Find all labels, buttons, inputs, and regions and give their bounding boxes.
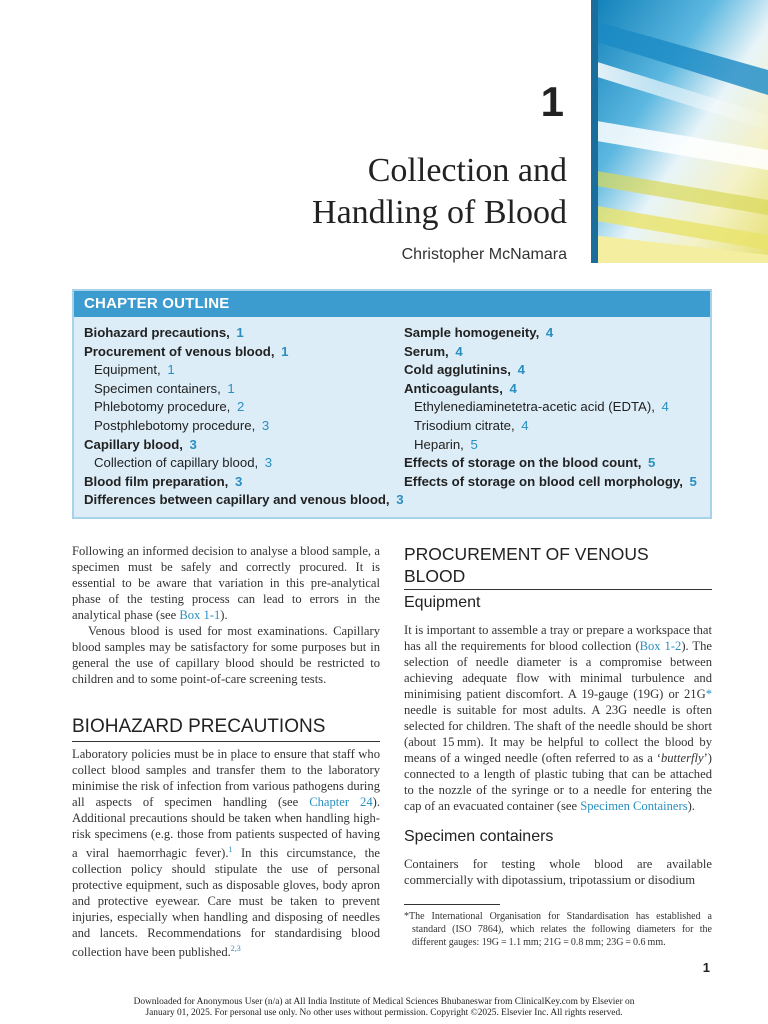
chapter-outline-box — [72, 289, 712, 519]
outline-item-page-link[interactable]: 3 — [396, 492, 404, 508]
outline-item-label: Heparin, — [414, 436, 464, 452]
outline-right-column — [404, 324, 704, 491]
text-run: Laboratory policies must be in place to ensure that staff who collect blood samples and transfer them to the laboratory minimise the risk of infection from various pathogens during all aspects of specimen handling (see — [72, 747, 380, 809]
outline-item-page-link[interactable]: 4 — [509, 380, 517, 396]
specimen-containers-text — [404, 856, 712, 888]
equipment-text — [404, 622, 712, 814]
outline-item[interactable] — [84, 398, 394, 417]
text-run: ’) connected to a length of plastic tubing that can be attached to the nozzle of the syringe or to a needle for entering the cap of an evacuated container (see — [404, 751, 712, 813]
outline-item[interactable] — [404, 454, 704, 473]
reference-2-3-link[interactable]: 2,3 — [230, 944, 241, 954]
outline-item-page-link[interactable]: 3 — [189, 436, 197, 452]
outline-item[interactable] — [84, 361, 394, 380]
outline-item-page-link[interactable]: 1 — [236, 325, 244, 340]
outline-item-page-link[interactable]: 4 — [545, 325, 554, 340]
outline-item-page-link[interactable]: 5 — [470, 436, 478, 452]
chapter-title-line-2: Handling of Blood — [312, 194, 567, 231]
outline-item-label: Biohazard precautions, — [84, 325, 230, 340]
outline-item-page-link[interactable]: 2 — [236, 399, 245, 415]
outline-item-label: Equipment, — [94, 362, 161, 378]
outline-item-page-link[interactable]: 4 — [661, 399, 669, 415]
outline-item[interactable] — [404, 436, 704, 455]
intro-text — [72, 543, 380, 687]
outline-item-label: Ethylenediaminetetra-acetic acid (EDTA), — [414, 399, 655, 415]
footnote: *The International Organisation for Standardisation has established a standard (ISO 7864), which relates the following diameters for the different gauges: 19G = 1.1 mm; 21G = 0.8 mm; 23G = 0.6 mm. — [404, 911, 712, 948]
download-notice-line-2: January 01, 2025. For personal use only. No other uses without permission. Copyright ©2025. Elsevier Inc. All rights reserved. — [145, 1007, 623, 1018]
text-run-italic: butterfly — [660, 751, 704, 765]
text-run: needle is suitable for most adults. A 23G needle is often selected for children. The shaft of the needle should be short (about 15 mm). It may be helpful to collect the blood by means of a winged needle (often referred to as a ‘ — [404, 703, 712, 765]
text-run: ). The selection of needle diameter is a compromise between achieving adequate flow with minimal turbulence and minimising patient discomfort. A 19-gauge (19G) or 21G — [404, 639, 712, 701]
outline-item-label: Trisodium citrate, — [414, 417, 515, 433]
abstract-blue-yellow-graphic — [591, 0, 768, 263]
outline-item-page-link[interactable]: 1 — [167, 362, 175, 378]
outline-item-label: Phlebotomy procedure, — [94, 399, 231, 415]
outline-item-page-link[interactable]: 5 — [647, 455, 656, 471]
outline-item-label: Collection of capillary blood, — [94, 455, 259, 471]
outline-item[interactable] — [404, 343, 704, 362]
outline-item[interactable] — [84, 436, 394, 455]
outline-item-label: Serum, — [404, 343, 449, 359]
outline-item-page-link[interactable]: 3 — [234, 473, 243, 489]
outline-item-label: Specimen containers, — [94, 380, 221, 396]
outline-left-column — [84, 324, 404, 510]
outline-item-page-link[interactable]: 4 — [517, 362, 525, 378]
specimen-containers-link[interactable]: Specimen Containers — [580, 799, 688, 813]
outline-item-label: Anticoagulants, — [404, 380, 503, 396]
text-run: ). — [687, 799, 695, 813]
outline-item-page-link[interactable]: 3 — [261, 417, 270, 433]
outline-item[interactable] — [84, 324, 394, 343]
specimen-paragraph: Containers for testing whole blood are available commercially with dipotassium, tripotassium or disodium — [404, 857, 712, 887]
chapter-title-line-1: Collection and — [367, 152, 567, 189]
reference-1-link[interactable]: 1 — [228, 845, 233, 854]
download-notice — [0, 997, 768, 1018]
outline-item-page-link[interactable]: 1 — [227, 380, 235, 396]
section-heading-procurement: PROCUREMENT OF VENOUS BLOOD — [404, 543, 712, 590]
outline-item-page-link[interactable]: 3 — [264, 455, 273, 471]
outline-item-label: Capillary blood, — [84, 436, 183, 452]
text-run: It is important to assemble a tray or prepare a workspace that has all the requirements for blood collection ( — [404, 623, 712, 653]
outline-item[interactable] — [404, 417, 704, 436]
subsection-heading-equipment: Equipment — [404, 594, 481, 611]
chapter-title — [187, 150, 567, 234]
intro-paragraph-2: Venous blood is used for most examinations. Capillary blood samples may be satisfactory for some purposes but in general the use of capillary blood should be restricted to children and to some point-of-care screening tests. — [72, 624, 380, 686]
chapter-24-link[interactable]: Chapter 24 — [309, 795, 373, 809]
outline-item-label: Differences between capillary and venous blood, — [84, 492, 390, 508]
download-notice-line-1: Downloaded for Anonymous User (n/a) at All India Institute of Medical Sciences Bhubaneswar from ClinicalKey.com by Elsevier on — [133, 997, 635, 1007]
header-accent-bar — [591, 0, 598, 263]
outline-item[interactable] — [84, 454, 394, 473]
page-number: 1 — [702, 960, 710, 975]
footnote-marker-link[interactable]: * — [705, 687, 712, 701]
outline-item[interactable] — [404, 473, 704, 492]
outline-item[interactable] — [84, 473, 394, 492]
outline-item-label: Sample homogeneity, — [404, 325, 540, 340]
outline-item-page-link[interactable]: 4 — [455, 343, 463, 359]
outline-item-label: Effects of storage on the blood count, — [404, 455, 642, 471]
outline-item[interactable] — [84, 417, 394, 436]
outline-item[interactable] — [404, 380, 704, 399]
outline-item-page-link[interactable]: 4 — [521, 417, 529, 433]
text-run: In this circumstance, the collection policy should stipulate the use of personal protective equipment, such as disposable gloves, body apron and protective eyewear. Care must be taken to prevent injuries, especially when handling and disposing of needles and lancets. Recommendations for standardising blood collection have been published. — [72, 846, 380, 960]
equipment-paragraph — [404, 622, 712, 814]
biohazard-paragraph — [72, 746, 380, 960]
text-run: ). — [220, 608, 228, 622]
outline-item-page-link[interactable]: 5 — [689, 473, 697, 489]
text-run: ). Additional precautions should be taken when handling high-risk specimens (e.g. those from patients suspected of having a viral haemorrhagic fever). — [72, 795, 380, 861]
intro-paragraph-1 — [72, 543, 380, 623]
outline-item-label: Blood film preparation, — [84, 473, 229, 489]
text-run: Following an informed decision to analyse a blood sample, a specimen must be safely and correctly procured. It is essential to be aware that variation in this pre-analytical phase of the testing process can lead to errors in the analytical phase (see — [72, 544, 380, 622]
chapter-outline-heading: CHAPTER OUTLINE — [74, 291, 710, 317]
outline-item[interactable] — [404, 398, 704, 417]
outline-item[interactable] — [404, 361, 704, 380]
box-1-1-link[interactable]: Box 1-1 — [179, 608, 221, 622]
outline-item[interactable] — [84, 380, 394, 399]
outline-item[interactable] — [404, 324, 704, 343]
subsection-heading-specimen-containers: Specimen containers — [404, 828, 554, 845]
outline-item-label: Effects of storage on blood cell morphology, — [404, 473, 683, 489]
section-heading-biohazard: BIOHAZARD PRECAUTIONS — [72, 716, 380, 742]
chapter-author: Christopher McNamara — [401, 246, 567, 263]
outline-item[interactable] — [84, 491, 404, 510]
outline-item-page-link[interactable]: 1 — [281, 343, 289, 359]
outline-item-label: Cold agglutinins, — [404, 362, 511, 378]
outline-item[interactable] — [84, 343, 394, 362]
outline-item-label: Postphlebotomy procedure, — [94, 417, 256, 433]
outline-item-label: Procurement of venous blood, — [84, 343, 275, 359]
box-1-2-link[interactable]: Box 1-2 — [639, 639, 682, 653]
footnote-divider — [404, 904, 500, 905]
chapter-header-artwork — [591, 0, 768, 263]
chapter-number: 1 — [540, 78, 564, 125]
biohazard-text — [72, 746, 380, 960]
